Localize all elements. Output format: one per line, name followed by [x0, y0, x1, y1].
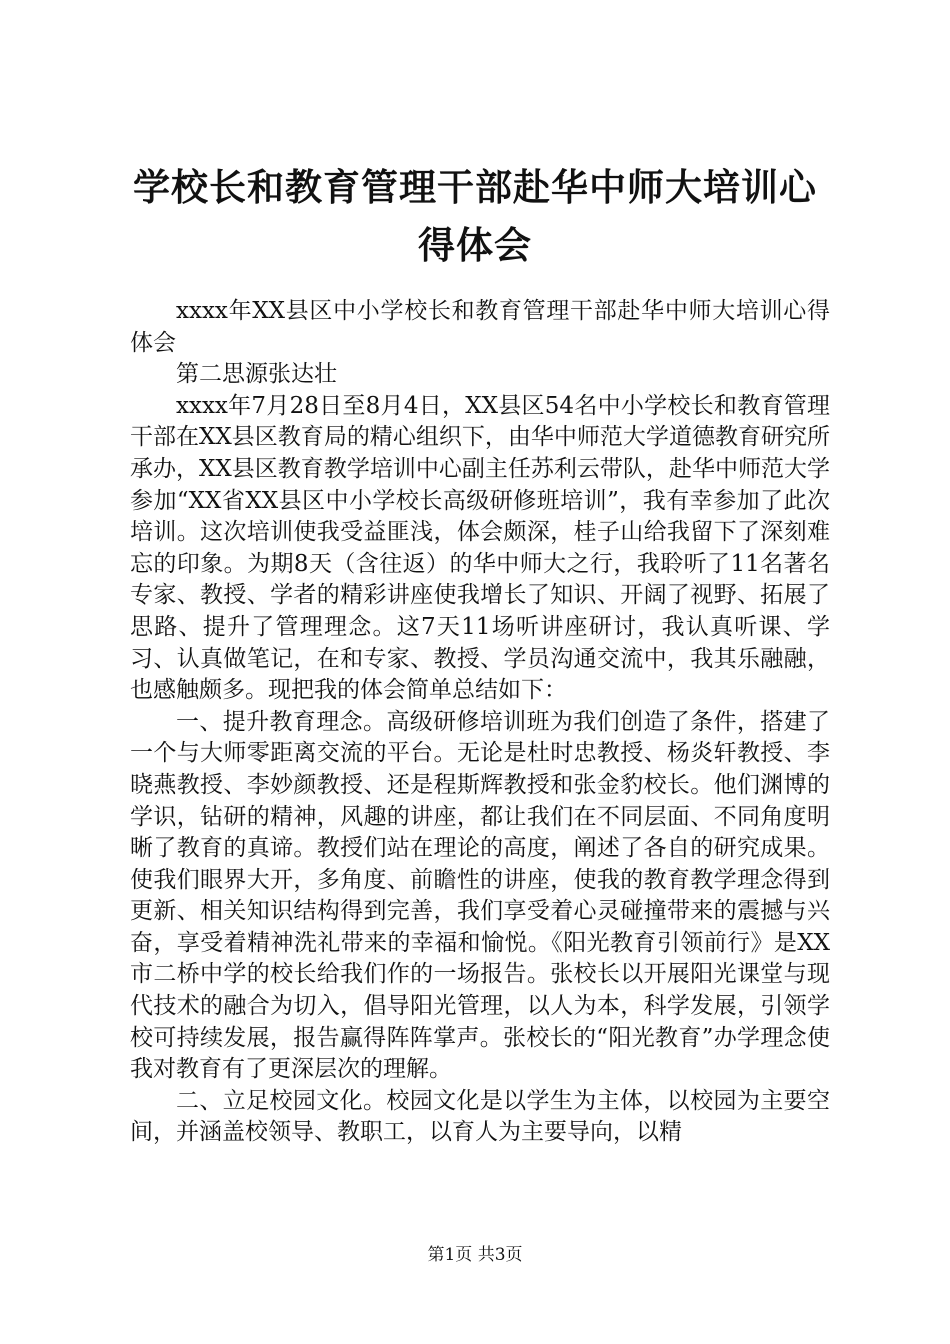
paragraph-author: 第二思源张达壮: [176, 361, 337, 388]
paragraph-section-one: 一、提升教育理念。高级研修培训班为我们创造了条件，搭建了一个与大师零距离交流的平台。无论是杜时忠教授、杨炎轩教授、李晓燕教授、李妙颜教授、还是程斯辉教授和张金豹校长。他们渊博的学识，钻研的精神，风趣的讲座，都让我们在不同层面、不同角度明晰了教育的真谛。教授们站在理论的高度，阐述了各自的研究成果。使我们眼界大开，多角度、前瞻性的讲座，使我的教育教学理念得到更新、相关知识结构得到完善，我们享受着心灵碰撞带来的震撼与兴奋，享受着精神洗礼带来的幸福和愉悦。《阳光教育引领前行》是XX市二桥中学的校长给我们作的一场报告。张校长以开展阳光课堂与现代技术的融合为切入，倡导阳光管理，以人为本，科学发展，引领学校可持续发展，报告赢得阵阵掌声。张校长的“阳光教育”办学理念使我对教育有了更深层次的理解。: [130, 708, 830, 1083]
page-number-footer: 第1页 共3页: [427, 1245, 523, 1265]
document-body: [130, 296, 830, 1149]
paragraph-section-two: 二、立足校园文化。校园文化是以学生为主体，以校园为主要空间，并涵盖校领导、教职工，以育人为主要导向，以精: [130, 1087, 830, 1146]
paragraph-heading-line: xxxx年XX县区中小学校长和教育管理干部赴华中师大培训心得体会: [130, 298, 830, 356]
document-title: 学校长和教育管理干部赴华中师大培训心得体会: [133, 165, 817, 267]
paragraph-intro: xxxx年7月28日至8月4日，XX县区54名中小学校长和教育管理干部在XX县区教育局的精心组织下，由华中师范大学道德教育研究所承办，XX县区教育教学培训中心副主任苏利云带队，赴华中师范大学参加“XX省XX县区中小学校长高级研修班培训”，我有幸参加了此次培训。这次培训使我受益匪浅，体会颇深，桂子山给我留下了深刻难忘的印象。为期8天（含往返）的华中师大之行，我聆听了11名著名专家、教授、学者的精彩讲座使我增长了知识、开阔了视野、拓展了思路、提升了管理理念。这7天11场听讲座研讨，我认真听课、学习、认真做笔记，在和专家、教授、学员沟通交流中，我其乐融融，也感触颇多。现把我的体会简单总结如下：: [130, 392, 830, 704]
